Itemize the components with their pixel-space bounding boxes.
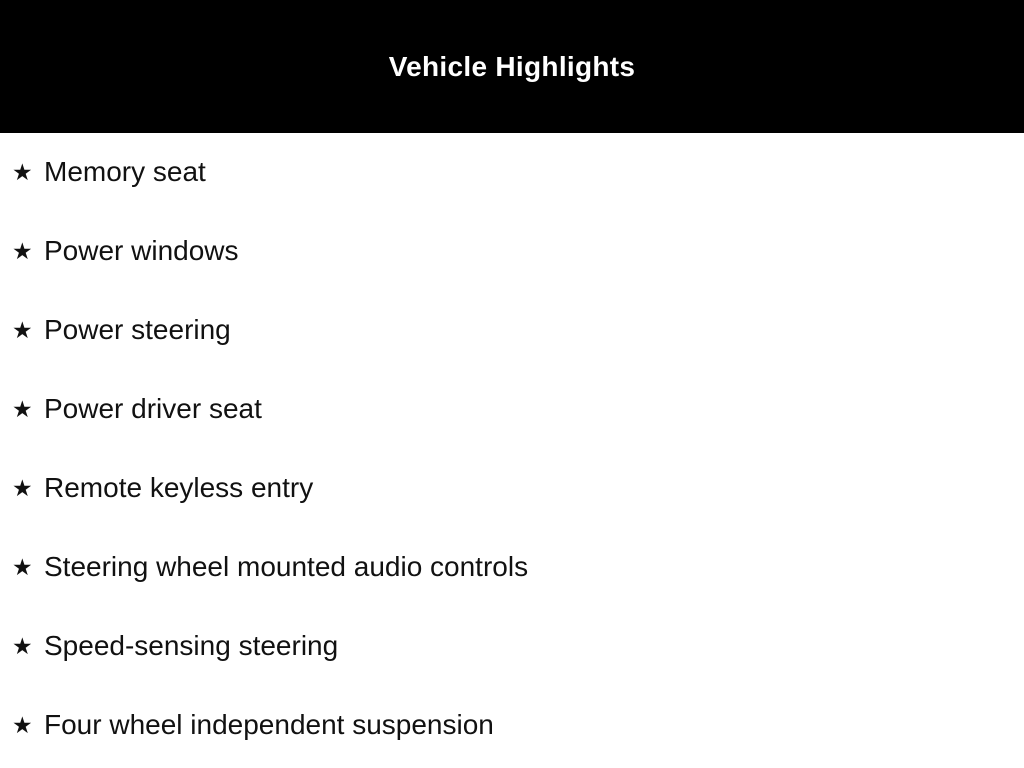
- list-item-label: Power windows: [44, 235, 239, 266]
- star-icon: ★: [12, 554, 33, 580]
- star-icon: ★: [12, 396, 33, 422]
- vehicle-highlights-list: [0, 133, 1024, 739]
- star-icon: ★: [12, 475, 33, 501]
- list-item: [12, 553, 1024, 581]
- list-item-label: Four wheel independent suspension: [44, 709, 494, 740]
- list-item-label: Remote keyless entry: [44, 472, 314, 503]
- list-item: [12, 316, 1024, 344]
- list-item: [12, 158, 1024, 186]
- star-icon: ★: [12, 633, 33, 659]
- list-item: [12, 632, 1024, 660]
- star-icon: ★: [12, 159, 33, 185]
- list-item-label: Power steering: [44, 314, 231, 345]
- list-item: [12, 474, 1024, 502]
- list-item-label: Steering wheel mounted audio controls: [44, 551, 529, 582]
- list-item: [12, 711, 1024, 739]
- list-item: [12, 395, 1024, 423]
- star-icon: ★: [12, 712, 33, 738]
- list-item-label: Memory seat: [44, 156, 206, 187]
- list-item: [12, 237, 1024, 265]
- list-item-label: Power driver seat: [44, 393, 262, 424]
- page-header: [0, 0, 1024, 133]
- list-item-label: Speed-sensing steering: [44, 630, 339, 661]
- star-icon: ★: [12, 238, 33, 264]
- star-icon: ★: [12, 317, 33, 343]
- page-title: Vehicle Highlights: [388, 50, 636, 82]
